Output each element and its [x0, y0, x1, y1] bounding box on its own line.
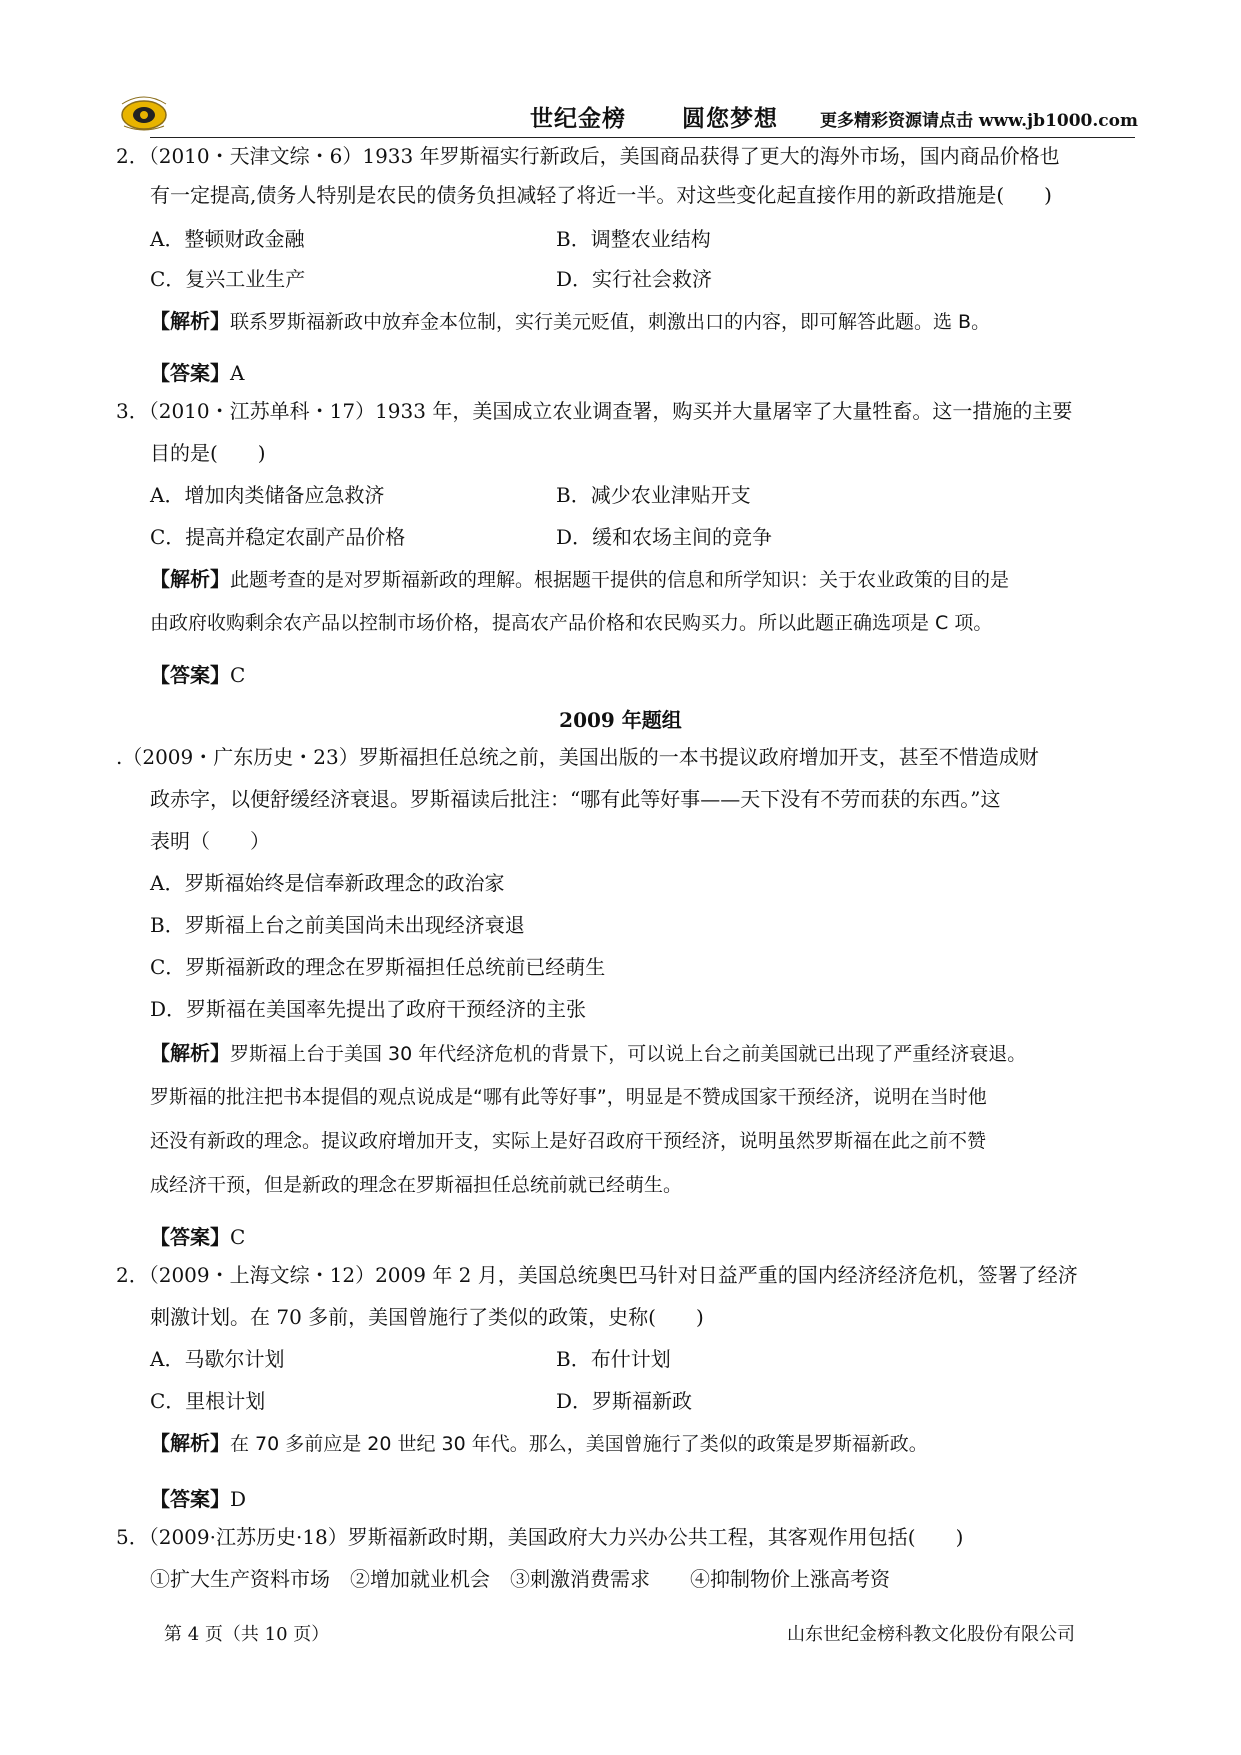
answer-tag: 【答案】 [150, 663, 230, 687]
question-stem: 5．（2009·江苏历史·18）罗斯福新政时期，美国政府大力兴办公共工程，其客观作用包括( ) [116, 1525, 964, 1549]
question-stem: 政赤字，以便舒缓经济衰退。罗斯福读后批注：“哪有此等好事——天下没有不劳而获的东西。”这 [150, 787, 1001, 811]
analysis-text: 由政府收购剩余农产品以控制市场价格，提高农产品价格和农民购买力。所以此题正确选项是 C 项。 [150, 612, 993, 634]
header [150, 100, 1138, 136]
option-d: D．实行社会救济 [556, 267, 713, 291]
analysis [150, 566, 1009, 593]
question-stem: 表明（ ） [150, 829, 270, 853]
option-a: A．整顿财政金融 [150, 227, 305, 251]
option-list: ①扩大生产资料市场 ②增加就业机会 ③刺激消费需求 ④抑制物价上涨高考资 [150, 1567, 890, 1591]
analysis-text: 成经济干预，但是新政的理念在罗斯福担任总统前就已经萌生。 [150, 1174, 683, 1196]
analysis-text: 罗斯福的批注把书本提倡的观点说成是“哪有此等好事”，明显是不赞成国家干预经济，说明在当时他 [150, 1086, 987, 1108]
answer [150, 1486, 246, 1512]
analysis-tag: 【解析】 [150, 1431, 230, 1455]
option-a: A．马歇尔计划 [150, 1347, 285, 1371]
question-stem: 刺激计划。在 70 多前，美国曾施行了类似的政策，史称( ) [150, 1305, 704, 1329]
option-d: D．罗斯福在美国率先提出了政府干预经济的主张 [150, 997, 587, 1021]
header-slogan: 圆您梦想 [682, 106, 778, 132]
option-b: B．调整农业结构 [556, 227, 711, 251]
question-stem: 2．（2010・天津文综・6）1933 年罗斯福实行新政后，美国商品获得了更大的海外市场，国内商品价格也 [116, 144, 1060, 168]
question-stem: 2．（2009・上海文综・12）2009 年 2 月，美国总统奥巴马针对日益严重的国内经济经济危机，签署了经济 [116, 1263, 1078, 1287]
answer [150, 662, 245, 688]
analysis [150, 1040, 1026, 1067]
option-d: D．缓和农场主间的竞争 [556, 525, 773, 549]
section-title: 2009 年题组 [559, 708, 682, 732]
answer-value: C [230, 1225, 246, 1249]
answer-value: C [230, 663, 246, 687]
analysis-text: 罗斯福上台于美国 30 年代经济危机的背景下，可以说上台之前美国就已出现了严重经济衰退。 [230, 1043, 1027, 1065]
question-stem: 3．（2010・江苏单科・17）1933 年，美国成立农业调查署，购买并大量屠宰了大量牲畜。这一措施的主要 [116, 399, 1073, 423]
answer-tag: 【答案】 [150, 1225, 230, 1249]
option-c: C．罗斯福新政的理念在罗斯福担任总统前已经萌生 [150, 955, 606, 979]
option-b: B．减少农业津贴开支 [556, 483, 751, 507]
question-stem: 有一定提高,债务人特别是农民的债务负担减轻了将近一半。对这些变化起直接作用的新政措施是( ) [150, 183, 1052, 207]
analysis [150, 1430, 928, 1457]
answer [150, 1224, 245, 1250]
option-a: A．增加肉类储备应急救济 [150, 483, 385, 507]
analysis-tag: 【解析】 [150, 309, 230, 333]
answer-value: D [230, 1487, 247, 1511]
option-c: C．复兴工业生产 [150, 267, 306, 291]
page-number: 第 4 页（共 10 页） [164, 1624, 330, 1645]
answer [150, 360, 244, 386]
answer-tag: 【答案】 [150, 361, 230, 385]
header-more-link[interactable]: 更多精彩资源请点击 www.jb1000.com [820, 111, 1138, 131]
analysis-text: 在 70 多前应是 20 世纪 30 年代。那么，美国曾施行了类似的政策是罗斯福新政。 [230, 1433, 928, 1455]
option-a: A．罗斯福始终是信奉新政理念的政治家 [150, 871, 505, 895]
header-brand: 世纪金榜 [530, 106, 626, 132]
answer-tag: 【答案】 [150, 1487, 230, 1511]
analysis-text: 联系罗斯福新政中放弃金本位制，实行美元贬值，刺激出口的内容，即可解答此题。选 B。 [230, 311, 991, 333]
option-b: B．布什计划 [556, 1347, 671, 1371]
option-d: D．罗斯福新政 [556, 1389, 693, 1413]
analysis-text: 此题考查的是对罗斯福新政的理解。根据题干提供的信息和所学知识：关于农业政策的目的是 [230, 569, 1010, 591]
analysis-text: 还没有新政的理念。提议政府增加开支，实际上是好召政府干预经济，说明虽然罗斯福在此之前不赞 [150, 1130, 987, 1152]
option-c: C．提高并稳定农副产品价格 [150, 525, 406, 549]
option-c: C．里根计划 [150, 1389, 266, 1413]
footer-company: 山东世纪金榜科教文化股份有限公司 [787, 1624, 1075, 1645]
analysis-tag: 【解析】 [150, 1041, 230, 1065]
header-divider [150, 137, 1135, 138]
answer-value: A [230, 361, 245, 385]
analysis [150, 308, 990, 335]
question-stem: .（2009・广东历史・23）罗斯福担任总统之前，美国出版的一本书提议政府增加开支，甚至不惜造成财 [116, 745, 1039, 769]
question-stem: 目的是( ) [150, 441, 266, 465]
analysis-tag: 【解析】 [150, 567, 230, 591]
option-b: B．罗斯福上台之前美国尚未出现经济衰退 [150, 913, 525, 937]
